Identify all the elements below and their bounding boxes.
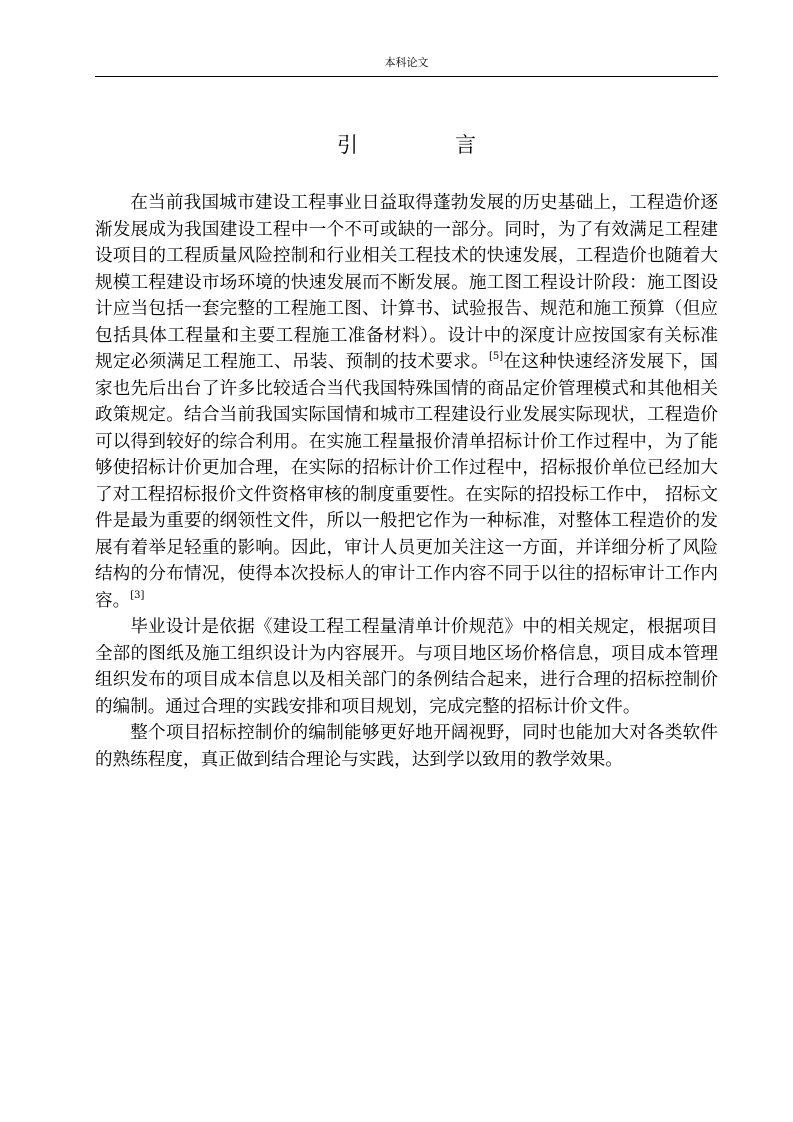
paragraph-2-text: 毕业设计是依据《建设工程工程量清单计价规范》中的相关规定，根据项目全部的图纸及施工组织设计为内容展开。与项目地区场价格信息，项目成本管理组织发布的项目成本信息以及相关部门的条例结合起来，进行合理的招标控制价的编制。通过合理的实践安排和项目规划，完成完整的招标计价文件。 [95,617,718,717]
page-header [95,56,718,76]
header-text: 本科论文 [384,56,429,69]
paragraph-1 [95,190,718,614]
paragraph-3-text: 整个项目招标控制价的编制能够更好地开阔视野，同时也能加大对各类软件的熟练程度，真正做到结合理论与实践，达到学以致用的教学效果。 [95,723,718,770]
header-rule [95,76,718,77]
paragraph-3 [95,720,718,773]
citation-3: [3] [130,589,145,601]
citation-5: [5] [488,351,504,363]
section-title: 引 言 [337,133,514,157]
paragraph-2 [95,614,718,720]
paragraph-1-text-2: 在这种快速经济发展下，国家也先后出台了许多比较适合当代我国特殊国情的商品定价管理模式和其他相关政策规定。结合当前我国实际国情和城市工程建设行业发展实际现状，工程造价可以得到较好的综合利用。在实施工程量报价清单招标计价工作过程中，为了能够使招标计价更加合理，在实际的招标计价工作过程中，招标报价单位已经加大了对工程招标报价文件资格审核的制度重要性。在实际的招投标工作中， 招标文件是最为重要的纲领性文件，所以一般把它作为一种标准，对整体工程造价的发展有着举足轻重的影响。因此，审计人员更加关注这一方面，并详细分析了风险结构的分布情况，使得本次投标人的审计工作内容不同于以往的招标审计工作内容。 [95,352,718,611]
body-text [95,190,718,773]
paragraph-1-text-1: 在当前我国城市建设工程事业日益取得蓬勃发展的历史基础上，工程造价逐渐发展成为我国建设工程中一个不可或缺的一部分。同时，为了有效满足工程建设项目的工程质量风险控制和行业相关工程技术的快速发展，工程造价也随着大规模工程建设市场环境的快速发展而不断发展。施工图工程设计阶段：施工图设计应当包括一套完整的工程施工图、计算书、试验报告、规范和施工预算（但应包括具体工程量和主要工程施工准备材料）。设计中的深度计应按国家有关标准规定必须满足工程施工、吊装、预制的技术要求。 [95,193,718,372]
